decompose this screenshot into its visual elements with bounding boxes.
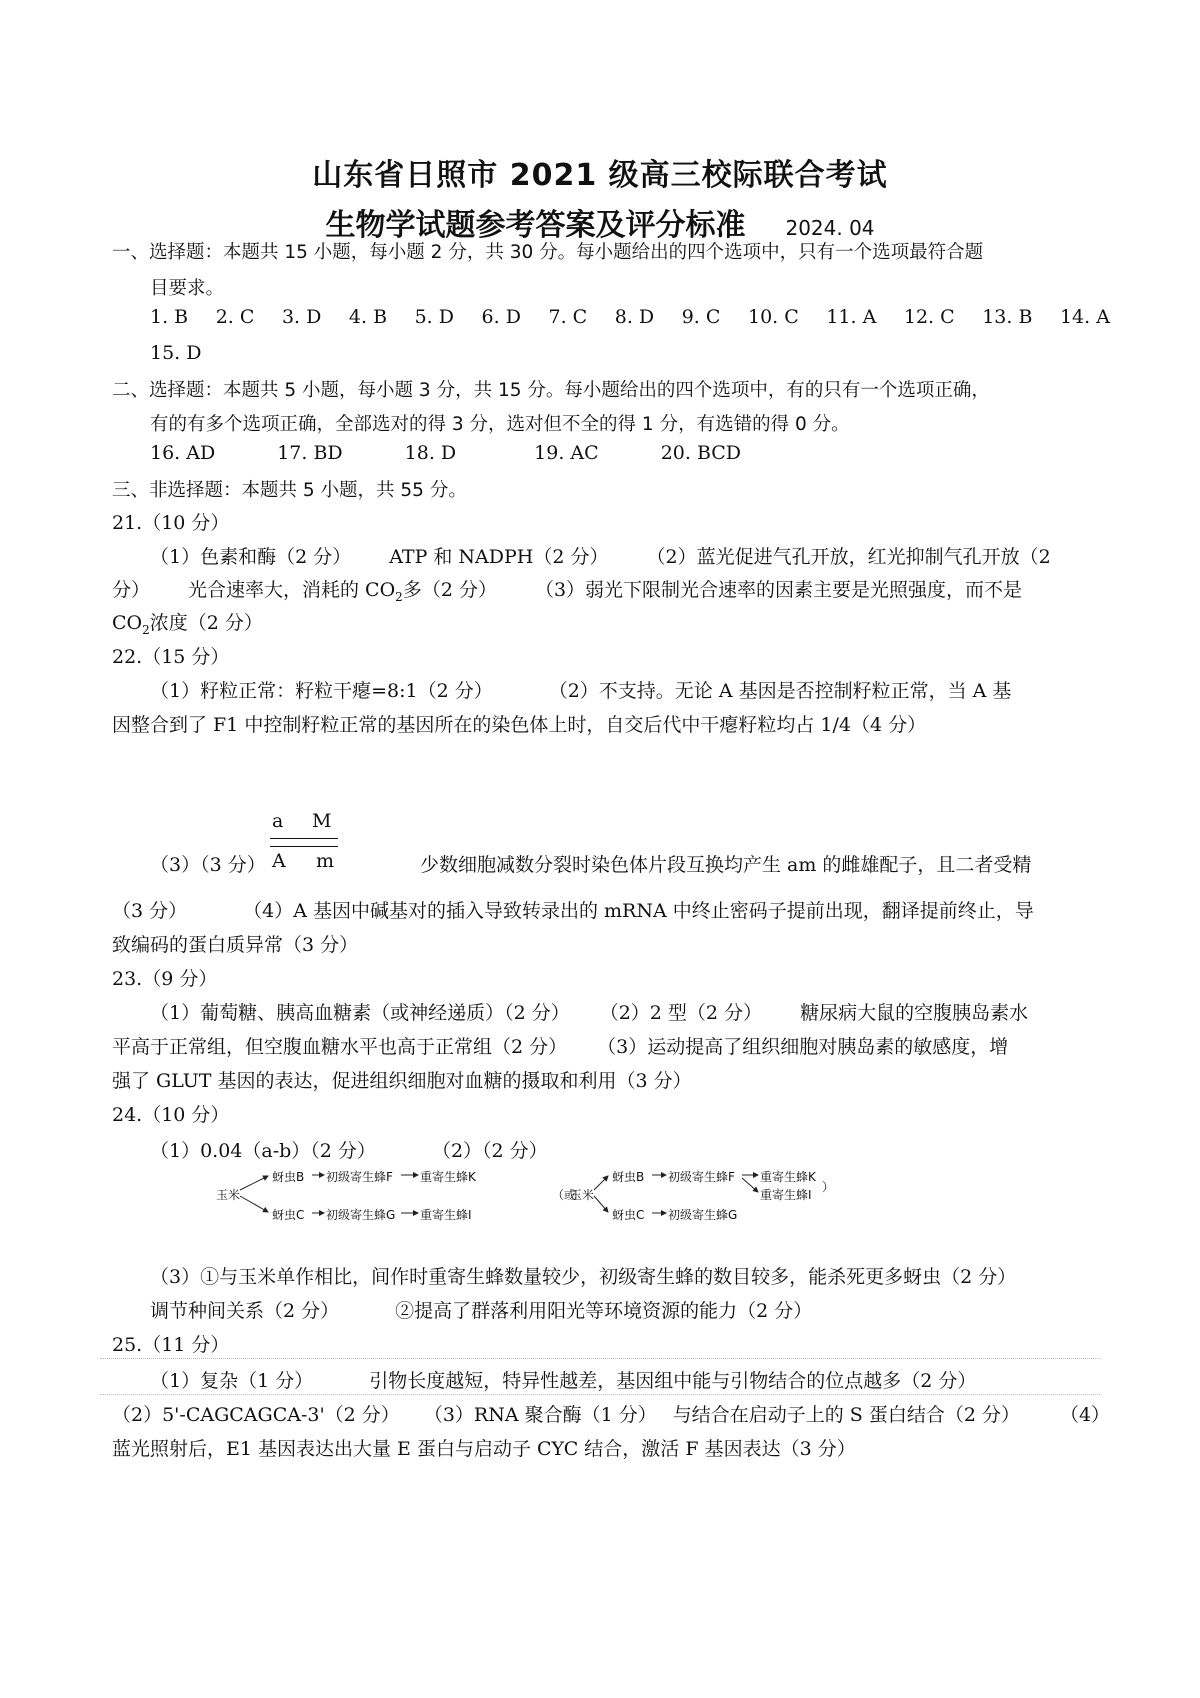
section2-heading-line2: 有的有多个选项正确，全部选对的得 3 分，选对但不全的得 1 分，有选错的得 0 分。 bbox=[150, 414, 850, 435]
q21-l2b2: 多（2 分） bbox=[402, 579, 497, 601]
q23-l1c: 糖尿病大鼠的空腹胰岛素水 bbox=[800, 1002, 1029, 1024]
answer-11: 11. A bbox=[826, 306, 877, 328]
q22-line5: 致编码的蛋白质异常（3 分） bbox=[112, 934, 359, 956]
answer-1: 1. B bbox=[150, 306, 189, 328]
answer-18: 18. D bbox=[404, 442, 457, 464]
answer-12: 12. C bbox=[903, 306, 955, 328]
q22-line2: 因整合到了 F1 中控制籽粒正常的基因所在的染色体上时，自交后代中干瘪籽粒均占 1/4（4 分） bbox=[112, 714, 927, 736]
section3-heading: 三、非选择题：本题共 5 小题，共 55 分。 bbox=[112, 480, 467, 501]
q25-part2: （2）5'-CAGCAGCA-3'（2 分） bbox=[112, 1404, 400, 1426]
q22-part1: （1）籽粒正常：籽粒干瘪=8:1（2 分） bbox=[150, 680, 493, 702]
q23-l2a: 平高于正常组，但空腹血糖水平也高于正常组（2 分） bbox=[112, 1036, 568, 1058]
web2-hyper-k: 重寄生蜂K bbox=[760, 1170, 816, 1184]
q23-heading: 23.（9 分） bbox=[112, 968, 218, 990]
answer-20: 20. BCD bbox=[660, 442, 742, 464]
web2-corn: 玉米 bbox=[570, 1188, 595, 1202]
q23-part1: （1）葡萄糖、胰高血糖素（或神经递质）（2 分） bbox=[150, 1002, 570, 1024]
q21-part1b: ATP 和 NADPH（2 分） bbox=[389, 546, 609, 568]
allele-A: A bbox=[272, 850, 286, 872]
q21-l2b: 光合速率大，消耗的 CO bbox=[188, 579, 396, 601]
q24-part1: （1）0.04（a-b）（2 分） bbox=[150, 1140, 376, 1162]
web1-aphid-b: 蚜虫B bbox=[272, 1170, 305, 1184]
answer-17: 17. BD bbox=[277, 442, 343, 464]
answer-3: 3. D bbox=[281, 306, 322, 328]
web2-hyper-i: 重寄生蜂I bbox=[760, 1188, 812, 1202]
answer-14: 14. A bbox=[1059, 306, 1110, 328]
q24-line4 bbox=[150, 1296, 812, 1323]
q22-l4a: （3 分） bbox=[112, 900, 188, 922]
section1-heading-line1: 一、选择题：本题共 15 小题，每小题 2 分，共 30 分。每小题给出的四个选项中，只有一个选项最符合题 bbox=[112, 242, 984, 263]
q23-line3: 强了 GLUT 基因的表达，促进组织细胞对血糖的摄取和利用（3 分） bbox=[112, 1070, 692, 1092]
web2-close-paren: ） bbox=[822, 1180, 835, 1194]
q22-heading: 22.（15 分） bbox=[112, 646, 230, 668]
answer-9: 9. C bbox=[681, 306, 721, 328]
answer-10: 10. C bbox=[747, 306, 799, 328]
exam-date: 2024. 04 bbox=[785, 216, 875, 240]
answer-19: 19. AC bbox=[534, 442, 599, 464]
answer-7: 7. C bbox=[548, 306, 588, 328]
q23-part2: （2）2 型（2 分） bbox=[599, 1002, 763, 1024]
q25-l1b: 引物长度越短，特异性越差，基因组中能与引物结合的位点越多（2 分） bbox=[369, 1370, 977, 1392]
q21-l3a: CO bbox=[112, 612, 143, 634]
q24-part2: （2）（2 分） bbox=[431, 1140, 548, 1162]
q23-part3: （3）运动提高了组织细胞对胰岛素的敏感度，增 bbox=[597, 1036, 1009, 1058]
answer-16: 16. AD bbox=[150, 442, 216, 464]
q25-l2c: 与结合在启动子上的 S 蛋白结合（2 分） bbox=[672, 1404, 1020, 1426]
subscript-2: 2 bbox=[395, 589, 403, 604]
answer-8: 8. D bbox=[614, 306, 655, 328]
q25-part1: （1）复杂（1 分） bbox=[150, 1370, 314, 1392]
q24-l4a: 调节种间关系（2 分） bbox=[150, 1300, 340, 1322]
q22-part3-text: 少数细胞减数分裂时染色体片段互换均产生 am 的雌雄配子，且二者受精 bbox=[420, 854, 1032, 876]
answer-13: 13. B bbox=[982, 306, 1033, 328]
q21-part1: （1）色素和酶（2 分） bbox=[150, 546, 352, 568]
answer-4: 4. B bbox=[348, 306, 388, 328]
q21-part3: （3）弱光下限制光合速率的因素主要是光照强度，而不是 bbox=[534, 579, 1023, 601]
web2-primary-f: 初级寄生蜂F bbox=[668, 1170, 735, 1184]
section2-heading-line1: 二、选择题：本题共 5 小题，每小题 3 分，共 15 分。每小题给出的四个选项中，有的只有一个选项正确， bbox=[112, 380, 990, 401]
subscript-2b: 2 bbox=[142, 622, 150, 637]
answer-6: 6. D bbox=[481, 306, 521, 328]
q24-l4b: ②提高了群落利用阳光等环境资源的能力（2 分） bbox=[395, 1300, 813, 1322]
web1-corn: 玉米 bbox=[216, 1188, 241, 1202]
allele-m: m bbox=[316, 850, 335, 872]
answer-15: 15. D bbox=[150, 342, 202, 364]
divider bbox=[100, 1394, 1100, 1395]
q25-heading: 25.（11 分） bbox=[112, 1334, 230, 1356]
web2-primary-g: 初级寄生蜂G bbox=[668, 1208, 738, 1222]
answer-2: 2. C bbox=[215, 306, 255, 328]
q25-line3: 蓝光照射后，E1 基因表达出大量 E 蛋白与启动子 CYC 结合，激活 F 基因表达（3 分） bbox=[112, 1438, 856, 1460]
q25-line2 bbox=[112, 1400, 1110, 1427]
q21-l3b: 浓度（2 分） bbox=[149, 612, 263, 634]
q25-part3: （3）RNA 聚合酶（1 分） bbox=[423, 1404, 657, 1426]
section1-heading-line2: 目要求。 bbox=[150, 278, 225, 299]
q22-part2: （2）不支持。无论 A 基因是否控制籽粒正常，当 A 基 bbox=[548, 680, 1012, 702]
q21-heading: 21.（10 分） bbox=[112, 512, 230, 534]
web1-aphid-c: 蚜虫C bbox=[272, 1208, 305, 1222]
web2-open-paren: （或 bbox=[552, 1188, 577, 1202]
allele-M: M bbox=[312, 810, 332, 832]
q21-l2a: 分） bbox=[112, 579, 151, 601]
q25-part4: （4） bbox=[1059, 1404, 1111, 1426]
web1-hyper-i: 重寄生蜂I bbox=[420, 1208, 472, 1222]
q24-heading: 24.（10 分） bbox=[112, 1104, 230, 1126]
allele-a: a bbox=[272, 810, 284, 832]
web1-hyper-k: 重寄生蜂K bbox=[420, 1170, 476, 1184]
web2-aphid-c: 蚜虫C bbox=[612, 1208, 645, 1222]
web1-primary-g: 初级寄生蜂G bbox=[326, 1208, 396, 1222]
q22-part3-label: （3）（3 分） bbox=[150, 854, 266, 876]
q25-line1 bbox=[150, 1366, 976, 1393]
q21-part2: （2）蓝光促进气孔开放，红光抑制气孔开放（2 bbox=[646, 546, 1051, 568]
q22-part4: （4）A 基因中碱基对的插入导致转录出的 mRNA 中终止密码子提前出现，翻译提前终止，导 bbox=[243, 900, 1034, 922]
divider bbox=[100, 1358, 1100, 1359]
web1-primary-f: 初级寄生蜂F bbox=[326, 1170, 393, 1184]
answer-5: 5. D bbox=[414, 306, 454, 328]
exam-title: 山东省日照市 2021 级高三校际联合考试 bbox=[312, 158, 888, 193]
q24-line3: （3）①与玉米单作相比，间作时重寄生蜂数量较少，初级寄生蜂的数目较多，能杀死更多蚜虫（2 分） bbox=[150, 1266, 1017, 1288]
web2-aphid-b: 蚜虫B bbox=[612, 1170, 645, 1184]
subtitle-text: 生物学试题参考答案及评分标准 bbox=[325, 208, 746, 243]
